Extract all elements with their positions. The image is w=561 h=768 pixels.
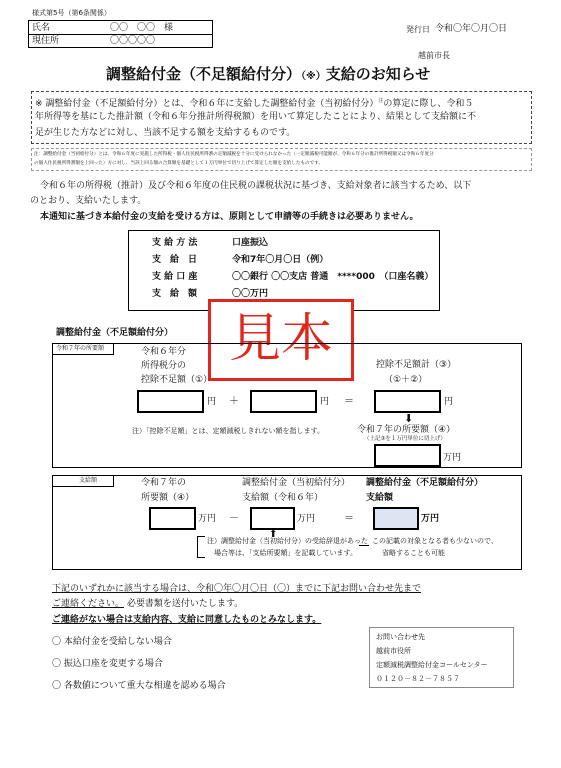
col1-line-3: 控除不足額（①） — [141, 375, 213, 385]
title-mark: （※） — [301, 71, 326, 82]
col1-line-2: 所得税分の — [141, 361, 187, 371]
address-value: 〇〇〇〇〇 — [110, 36, 156, 46]
payment-label: 支 給 額 — [152, 289, 198, 299]
c3-line-2: 支給額 — [366, 493, 394, 503]
shortfall-amount-box[interactable] — [373, 507, 419, 530]
issuer: 越前市長 — [418, 51, 450, 60]
definition-line-3: 足が生じた方などに対し、当該不足する額を支給するものです。 — [35, 128, 296, 138]
page-title — [106, 64, 430, 87]
calc-heading: 調整給付金（不足額給付分） — [56, 328, 174, 338]
note-3-line-2: 省略することも可能 — [382, 549, 445, 557]
form-number: 様式第5号（第6条関係） — [32, 9, 111, 17]
footnote-line-1: 注：調整給付金（当初給付分）とは、令和６年度に実施した所得税・個人住民税所得割の定額減税を十分に受けられなかった（一定額減税可能額が、令和６年分の推計所得税額又は令和６年度分 — [34, 152, 434, 157]
yen-2: 円 — [320, 397, 330, 407]
minus-sign: － — [229, 513, 239, 524]
yen-1: 円 — [207, 397, 217, 407]
equals-sign-2: ＝ — [344, 513, 354, 524]
name-value: 〇〇 〇〇 様 — [110, 23, 174, 33]
footer-bold: ご連絡がない場合は支給内容、支給に同意したものとみなします。 — [52, 615, 322, 625]
note-1: 注）「控除不足額」とは、定額減税しきれない額を指します。 — [132, 427, 324, 435]
payment-value: 〇〇万円 — [232, 289, 269, 299]
note-2-line-2: 場合等は、「支給所要額」を記載しています。 — [214, 549, 357, 557]
section1-tag: 令和７年の所要額 — [52, 343, 114, 355]
col3-line-1: 控除不足額計（③） — [376, 360, 457, 370]
footer-line-2: ご連絡ください。 必要書類を送付いたします。 — [52, 599, 244, 609]
payment-value: 〇〇銀行 〇〇支店 普通 ****000 （口座名義） — [232, 272, 434, 282]
arrow-up-icon: ⬆ — [269, 529, 278, 540]
condition-item-1: 〇 本給付金を受給しない場合 — [52, 637, 172, 647]
required-amount-sub: （上記③を１万円単位に切上げ） — [364, 436, 446, 442]
payment-label: 支 給 日 — [152, 255, 198, 265]
equals-sign-1: ＝ — [344, 396, 354, 407]
contact-tel: ０１２０－８２－７８５７ — [376, 675, 460, 683]
c1-line-2: 所要額（④） — [141, 493, 195, 503]
man-yen-4: 万円 — [421, 514, 440, 524]
contact-line-1: 越前市役所 — [376, 647, 411, 655]
issue-date-value: 令和〇年〇月〇日 — [435, 24, 508, 34]
note2-bracket — [197, 536, 205, 558]
c3-line-1: 調整給付金（不足額給付分） — [366, 478, 484, 488]
amount-box-2[interactable] — [250, 390, 317, 413]
sample-stamp: 見本 — [208, 299, 354, 381]
yen-3: 円 — [444, 397, 454, 407]
contact-title: お問い合わせ先 — [376, 633, 425, 641]
man-yen-3: 万円 — [297, 514, 316, 524]
required-amount-box[interactable] — [374, 444, 441, 467]
col1-line-1: 令和６年分 — [141, 347, 187, 357]
man-yen-2: 万円 — [198, 514, 217, 524]
man-yen-1: 万円 — [443, 453, 462, 463]
section2-tag: 支給額 — [52, 475, 114, 487]
intro-line-1: 令和６年の所得税（推計）及び令和６年度の住民税の課税状況に基づき、支給対象者に該当するため、以下 — [40, 181, 472, 191]
title-suffix: 支給のお知らせ — [325, 65, 431, 83]
footer-line-1: 下記のいずれかに該当する場合は、令和〇年〇月〇日（〇）までに下記お問い合わせ先まで — [52, 584, 422, 594]
contact-line-2: 定額減税調整給付金コールセンター — [376, 661, 488, 669]
plus-sign: ＋ — [229, 396, 239, 407]
intro-line-2: のとおり、支給いたします。 — [30, 196, 147, 206]
amount-box-1[interactable] — [137, 390, 204, 413]
payment-value: 令和7年〇月〇日（例） — [232, 255, 329, 265]
required-amount-title: 令和７年の所要額（④） — [357, 425, 456, 435]
note-3-line-1: この記載の対象となる者も少ないので、 — [372, 537, 498, 545]
payment-label: 支 給 方 法 — [152, 238, 198, 248]
intro-bold: 本通知に基づき本給付金の支給を受ける方は、原則として申請等の手続きは必要ありません。 — [40, 212, 419, 222]
c1-line-1: 令和７年の — [141, 478, 187, 488]
condition-item-3: 〇 各数値について重大な相違を認める場合 — [52, 681, 226, 691]
arrow-down-icon: ⬇ — [404, 412, 414, 425]
issue-date-label: 発行日 — [406, 25, 430, 34]
amount-box-3[interactable] — [374, 390, 441, 413]
definition-line-1: ※ 調整給付金（不足額給付分）とは、令和６年に支給した調整給付金（当初給付分）$^注$の算定に際し、令和５ — [35, 98, 474, 109]
title-main: 調整給付金（不足額給付分） — [106, 65, 302, 83]
condition-item-2: 〇 振込口座を変更する場合 — [52, 659, 163, 669]
address-label: 現住所 — [32, 36, 60, 46]
note-2-line-1: 注）調整給付金（当初給付分）の受給辞退があった — [207, 537, 368, 545]
col3-line-2: （①＋②） — [384, 375, 428, 385]
c2-line-2: 支給額（令和６年） — [242, 493, 324, 503]
definition-line-2: 年所得等を基にした推計額（令和６年分推計所得税額）を用いて算定したことにより、結果として支給額に不 — [35, 112, 477, 122]
c2-line-1: 調整給付金（当初給付分） — [242, 478, 351, 488]
initial-amount-box[interactable] — [250, 507, 295, 530]
req-amount-box[interactable] — [149, 507, 196, 530]
payment-value: 口座振込 — [232, 238, 269, 248]
footnote-line-2: の個人住民税所得割額を上回った）方に対し、当該上回る額の合算額を基礎として１万円単位で切り上げて算定した額を支給したものです。 — [34, 161, 324, 166]
payment-label: 支 給 口 座 — [152, 272, 198, 282]
name-label: 氏名 — [32, 23, 51, 33]
